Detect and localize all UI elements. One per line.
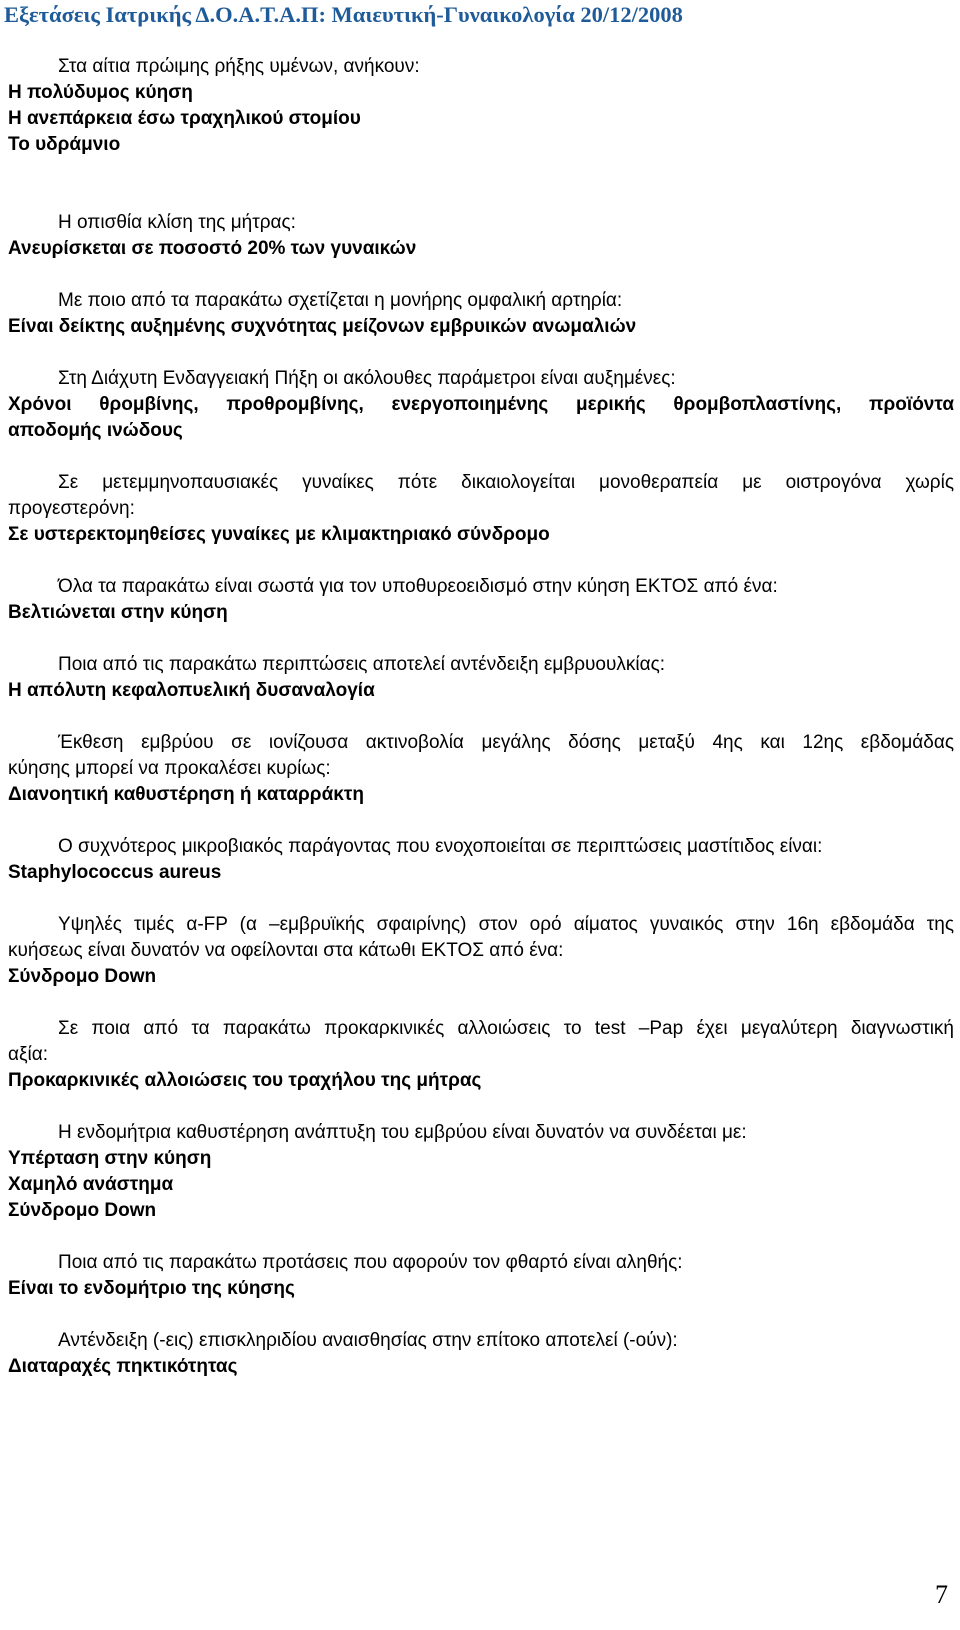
spacer: [8, 990, 954, 1016]
answer-text: Διαταραχές πηκτικότητας: [8, 1356, 238, 1377]
answer-text: Το υδράμνιο: [8, 134, 121, 155]
answer-text: Είναι το ενδομήτριο της κύησης: [8, 1278, 295, 1299]
question-text: Με ποιο από τα παρακάτω σχετίζεται η μονήρης ομφαλική αρτηρία:: [58, 290, 623, 311]
spacer: [8, 340, 954, 366]
spacer: [8, 158, 954, 184]
spacer: [8, 1094, 954, 1120]
spacer: [8, 808, 954, 834]
answer-text: Είναι δείκτης αυξημένης συχνότητας μείζονων εμβρυικών ανωμαλιών: [8, 316, 637, 337]
answer-text: Η απόλυτη κεφαλοπυελική δυσαναλογία: [8, 680, 375, 701]
answer-text: Χρόνοι θρομβίνης, προθρομβίνης, ενεργοποιημένης μερικής θρομβοπλαστίνης, προϊόντα: [8, 394, 954, 415]
answer-text: Σύνδρομο Down: [8, 966, 157, 987]
spacer: [8, 626, 954, 652]
spacer: [8, 262, 954, 288]
question-text: Ποια από τις παρακάτω προτάσεις που αφορούν τον φθαρτό είναι αληθής:: [58, 1252, 683, 1273]
spacer: [8, 704, 954, 730]
question-text: Αντένδειξη (-εις) επισκληριδίου αναισθησίας στην επίτοκο αποτελεί (-ούν):: [58, 1330, 678, 1351]
question-text: αξία:: [8, 1044, 48, 1065]
answer-text: Βελτιώνεται στην κύηση: [8, 602, 228, 623]
question-text: Στα αίτια πρώιμης ρήξης υμένων, ανήκουν:: [58, 56, 420, 77]
question-text: Έκθεση εμβρύου σε ιονίζουσα ακτινοβολία μεγάλης δόσης μεταξύ 4ης και 12ης εβδομάδας: [58, 732, 954, 753]
answer-text: Σε υστερεκτομηθείσες γυναίκες με κλιμακτηριακό σύνδρομο: [8, 524, 550, 545]
question-text: Στη Διάχυτη Ενδαγγειακή Πήξη οι ακόλουθες παράμετροι είναι αυξημένες:: [58, 368, 676, 389]
answer-text: Διανοητική καθυστέρηση ή καταρράκτη: [8, 784, 364, 805]
spacer: [8, 1302, 954, 1328]
spacer: [8, 1224, 954, 1250]
question-text: Όλα τα παρακάτω είναι σωστά για τον υποθυρεοειδισμό στην κύηση ΕΚΤΟΣ από ένα:: [58, 576, 778, 597]
question-text: κυήσεως είναι δυνατόν να οφείλονται στα κάτωθι ΕΚΤΟΣ από ένα:: [8, 940, 564, 961]
question-text: προγεστερόνη:: [8, 498, 135, 519]
qa-list: [8, 54, 954, 1380]
question-text: Η ενδομήτρια καθυστέρηση ανάπτυξη του εμβρύου είναι δυνατόν να συνδέεται με:: [58, 1122, 747, 1143]
answer-text: Ανευρίσκεται σε ποσοστό 20% των γυναικών: [8, 238, 417, 259]
page-header: Εξετάσεις Ιατρικής Δ.Ο.Α.Τ.Α.Π: Μαιευτική-Γυναικολογία 20/12/2008: [4, 2, 683, 27]
answer-text: αποδομής ινώδους: [8, 420, 183, 441]
answer-text: Staphylococcus aureus: [8, 862, 222, 883]
answer-text: Η ανεπάρκεια έσω τραχηλικού στομίου: [8, 108, 361, 129]
question-text: Σε ποια από τα παρακάτω προκαρκινικές αλλοιώσεις το test –Pap έχει μεγαλύτερη διαγνωστική: [58, 1018, 954, 1039]
answer-text: Υπέρταση στην κύηση: [8, 1148, 212, 1169]
spacer: [8, 184, 954, 210]
question-text: Ο συχνότερος μικροβιακός παράγοντας που ενοχοποιείται σε περιπτώσεις μαστίτιδος είναι:: [58, 836, 823, 857]
question-text: Ποια από τις παρακάτω περιπτώσεις αποτελεί αντένδειξη εμβρυουλκίας:: [58, 654, 666, 675]
spacer: [8, 886, 954, 912]
question-text: Υψηλές τιμές α-FP (α –εμβρυϊκής σφαιρίνης) στον ορό αίματος γυναικός στην 16η εβδομάδα της: [58, 914, 954, 935]
question-text: Σε μετεμμηνοπαυσιακές γυναίκες πότε δικαιολογείται μονοθεραπεία με οιστρογόνα χωρίς: [58, 472, 954, 493]
answer-text: Σύνδρομο Down: [8, 1200, 157, 1221]
question-text: Η οπισθία κλίση της μήτρας:: [58, 212, 296, 233]
answer-text: Προκαρκινικές αλλοιώσεις του τραχήλου της μήτρας: [8, 1070, 482, 1091]
page-number: 7: [935, 1580, 948, 1609]
answer-text: Η πολύδυμος κύηση: [8, 82, 193, 103]
spacer: [8, 444, 954, 470]
question-text: κύησης μπορεί να προκαλέσει κυρίως:: [8, 758, 331, 779]
spacer: [8, 548, 954, 574]
answer-text: Χαμηλό ανάστημα: [8, 1174, 174, 1195]
